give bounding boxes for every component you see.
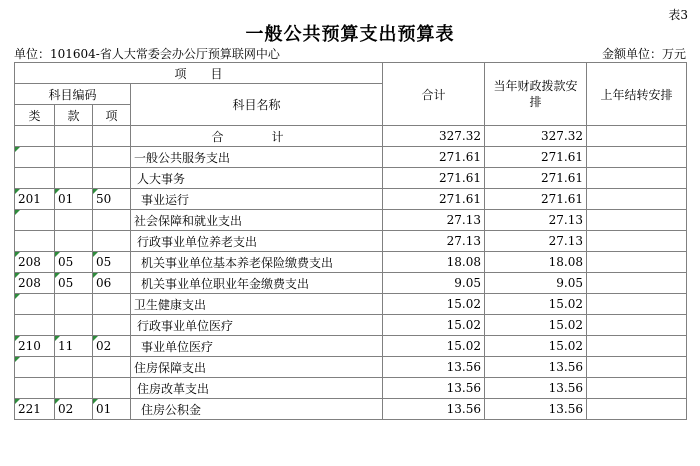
cell-subject-name: 机关事业单位基本养老保险缴费支出 <box>131 252 383 273</box>
cell-xiang <box>93 147 131 168</box>
cell-lei <box>15 357 55 378</box>
table-row <box>15 357 687 378</box>
cell-lei <box>15 378 55 399</box>
header-subject-code: 科目编码 <box>15 84 131 105</box>
cell-total: 15.02 <box>383 336 485 357</box>
cell-current-year: 13.56 <box>485 357 587 378</box>
cell-kuan <box>55 168 93 189</box>
total-label: 合 计 <box>131 126 383 147</box>
table-row <box>15 231 687 252</box>
cell-kuan: 11 <box>55 336 93 357</box>
table-row <box>15 378 687 399</box>
header-project: 项 目 <box>15 63 383 84</box>
cell-carryover <box>587 210 687 231</box>
table-row <box>15 294 687 315</box>
cell-current-year: 13.56 <box>485 399 587 420</box>
header-carryover: 上年结转安排 <box>587 63 687 126</box>
total-current-amount: 327.32 <box>485 126 587 147</box>
cell-current-year: 9.05 <box>485 273 587 294</box>
cell-subject-name: 一般公共服务支出 <box>131 147 383 168</box>
cell-kuan <box>55 210 93 231</box>
cell-lei: 208 <box>15 252 55 273</box>
cell-total: 271.61 <box>383 147 485 168</box>
cell-current-year: 13.56 <box>485 378 587 399</box>
cell-carryover <box>587 147 687 168</box>
cell-xiang: 05 <box>93 252 131 273</box>
header-xiang: 项 <box>93 105 131 126</box>
cell-subject-name: 住房公积金 <box>131 399 383 420</box>
cell-xiang <box>93 315 131 336</box>
table-row <box>15 336 687 357</box>
cell-current-year: 271.61 <box>485 147 587 168</box>
cell-carryover <box>587 168 687 189</box>
cell-kuan <box>55 126 93 147</box>
total-carryover-amount <box>587 126 687 147</box>
total-amount: 327.32 <box>383 126 485 147</box>
cell-current-year: 271.61 <box>485 189 587 210</box>
cell-carryover <box>587 336 687 357</box>
cell-current-year: 271.61 <box>485 168 587 189</box>
table-body <box>15 126 687 420</box>
cell-lei <box>15 294 55 315</box>
unit-label: 单位：101604-省人大常委会办公厅预算联网中心 <box>14 47 280 61</box>
cell-subject-name: 事业单位医疗 <box>131 336 383 357</box>
cell-current-year: 15.02 <box>485 336 587 357</box>
header-kuan: 款 <box>55 105 93 126</box>
cell-total: 9.05 <box>383 273 485 294</box>
cell-kuan <box>55 315 93 336</box>
cell-subject-name: 住房改革支出 <box>131 378 383 399</box>
cell-subject-name: 卫生健康支出 <box>131 294 383 315</box>
table-row <box>15 147 687 168</box>
table-row <box>15 399 687 420</box>
cell-total: 27.13 <box>383 231 485 252</box>
cell-current-year: 18.08 <box>485 252 587 273</box>
cell-kuan: 01 <box>55 189 93 210</box>
cell-xiang <box>93 210 131 231</box>
cell-carryover <box>587 189 687 210</box>
table-row <box>15 168 687 189</box>
cell-total: 13.56 <box>383 357 485 378</box>
cell-lei: 201 <box>15 189 55 210</box>
cell-lei <box>15 210 55 231</box>
header-current-year: 当年财政拨款安排 <box>485 63 587 126</box>
cell-lei: 221 <box>15 399 55 420</box>
meta-line <box>14 45 686 62</box>
cell-current-year: 27.13 <box>485 210 587 231</box>
cell-kuan <box>55 147 93 168</box>
cell-kuan <box>55 294 93 315</box>
cell-kuan <box>55 231 93 252</box>
cell-current-year: 27.13 <box>485 231 587 252</box>
cell-xiang: 01 <box>93 399 131 420</box>
cell-subject-name: 行政事业单位医疗 <box>131 315 383 336</box>
table-number: 表3 <box>668 8 688 22</box>
cell-xiang <box>93 168 131 189</box>
cell-xiang <box>93 378 131 399</box>
cell-xiang <box>93 357 131 378</box>
cell-total: 15.02 <box>383 315 485 336</box>
cell-xiang: 06 <box>93 273 131 294</box>
cell-subject-name: 事业运行 <box>131 189 383 210</box>
cell-xiang: 02 <box>93 336 131 357</box>
cell-subject-name: 人大事务 <box>131 168 383 189</box>
table-row <box>15 315 687 336</box>
cell-total: 18.08 <box>383 252 485 273</box>
cell-subject-name: 机关事业单位职业年金缴费支出 <box>131 273 383 294</box>
header-total: 合计 <box>383 63 485 126</box>
page-title: 一般公共预算支出预算表 <box>245 24 455 45</box>
cell-carryover <box>587 399 687 420</box>
cell-lei <box>15 147 55 168</box>
cell-xiang: 50 <box>93 189 131 210</box>
table-row <box>15 189 687 210</box>
cell-subject-name: 社会保障和就业支出 <box>131 210 383 231</box>
cell-lei: 210 <box>15 336 55 357</box>
cell-lei: 208 <box>15 273 55 294</box>
cell-lei <box>15 168 55 189</box>
cell-carryover <box>587 357 687 378</box>
cell-lei <box>15 126 55 147</box>
table-row <box>15 210 687 231</box>
amount-unit-label: 金额单位：万元 <box>601 47 686 61</box>
cell-carryover <box>587 294 687 315</box>
cell-carryover <box>587 315 687 336</box>
cell-total: 271.61 <box>383 189 485 210</box>
table-row <box>15 252 687 273</box>
cell-total: 27.13 <box>383 210 485 231</box>
header-lei: 类 <box>15 105 55 126</box>
cell-carryover <box>587 273 687 294</box>
cell-total: 15.02 <box>383 294 485 315</box>
cell-xiang <box>93 294 131 315</box>
cell-total: 13.56 <box>383 378 485 399</box>
table-header <box>15 63 687 126</box>
cell-carryover <box>587 231 687 252</box>
cell-carryover <box>587 252 687 273</box>
total-row <box>15 126 687 147</box>
cell-kuan: 02 <box>55 399 93 420</box>
cell-total: 271.61 <box>383 168 485 189</box>
cell-xiang <box>93 126 131 147</box>
cell-total: 13.56 <box>383 399 485 420</box>
cell-subject-name: 行政事业单位养老支出 <box>131 231 383 252</box>
cell-xiang <box>93 231 131 252</box>
header-subject-name: 科目名称 <box>131 84 383 126</box>
cell-kuan: 05 <box>55 252 93 273</box>
cell-current-year: 15.02 <box>485 315 587 336</box>
cell-kuan: 05 <box>55 273 93 294</box>
cell-current-year: 15.02 <box>485 294 587 315</box>
cell-kuan <box>55 357 93 378</box>
cell-lei <box>15 315 55 336</box>
cell-kuan <box>55 378 93 399</box>
cell-subject-name: 住房保障支出 <box>131 357 383 378</box>
budget-table <box>14 62 687 420</box>
cell-carryover <box>587 378 687 399</box>
table-row <box>15 273 687 294</box>
cell-lei <box>15 231 55 252</box>
